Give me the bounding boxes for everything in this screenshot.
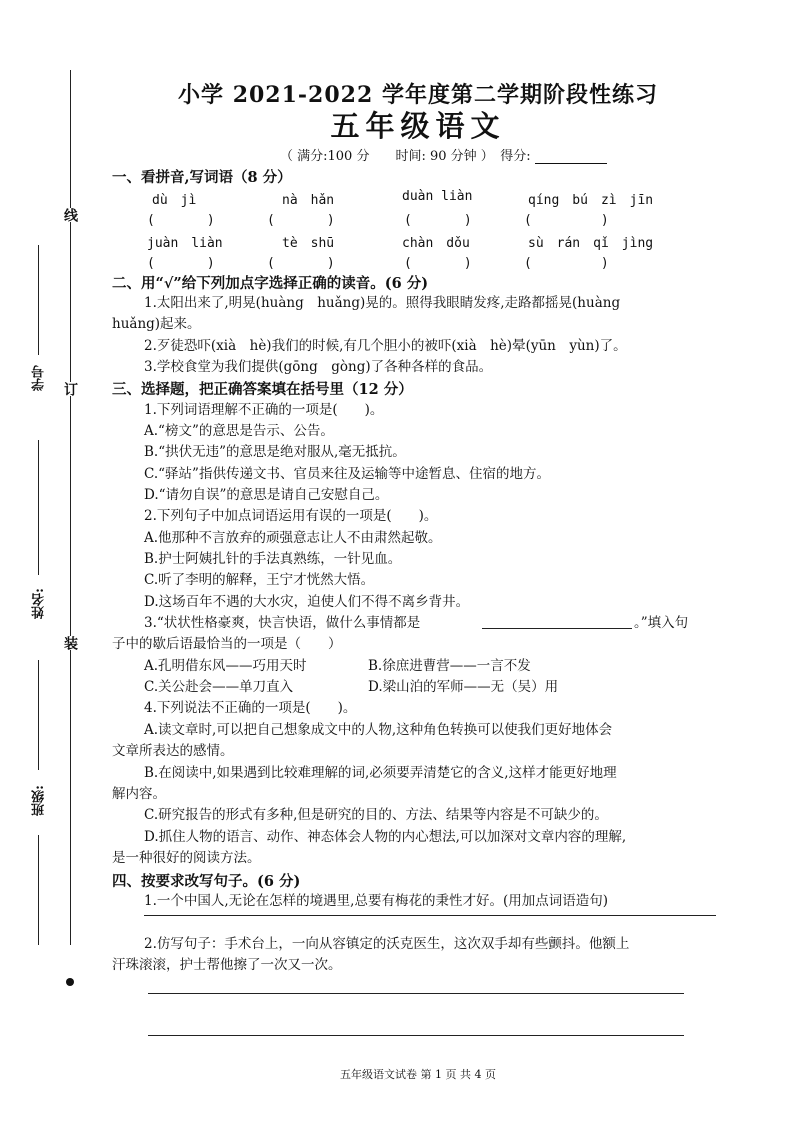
binding-mark-zhuang: 装 xyxy=(62,636,78,650)
pinyin-1: dù jì xyxy=(152,193,197,208)
name-line xyxy=(38,440,39,575)
exam-subtitle: 五年级语文 xyxy=(330,109,506,143)
s3-q3-option-a: A.孔明借东风——巧用天时 xyxy=(144,658,307,674)
pinyin-6: tè shū xyxy=(282,236,335,251)
student-id-label: 学号 xyxy=(32,365,47,391)
answer-box-3[interactable]: ( ) xyxy=(404,213,472,228)
section3-heading: 三、选择题，把正确答案填在括号里（12 分） xyxy=(112,381,413,398)
answer-box-7[interactable]: ( ) xyxy=(404,256,472,271)
s3-q3-option-d: D.梁山泊的军师——无（吴）用 xyxy=(368,679,559,695)
section1-heading: 一、看拼音,写词语（8 分） xyxy=(112,169,292,186)
s3-q4-option-c: C.研究报告的形式有多种,但是研究的目的、方法、结果等内容是不可缺少的。 xyxy=(144,807,608,823)
s3-q4-option-d-cont: 是一种很好的阅读方法。 xyxy=(112,850,261,866)
s3-q3-option-b: B.徐庶进曹营——一言不发 xyxy=(368,658,531,674)
s4-q1: 1.一个中国人,无论在怎样的境遇里,总要有梅花的秉性才好。(用加点词语造句) xyxy=(144,893,608,909)
answer-box-4[interactable]: ( ) xyxy=(524,213,613,228)
s3-q4-option-a: A.读文章时,可以把自己想象成文中的人物,这种角色转换可以使我们更好地体会 xyxy=(144,722,613,738)
pinyin-3: duàn liàn xyxy=(402,189,473,204)
s3-q1: 1.下列词语理解不正确的一项是( )。 xyxy=(144,402,384,418)
s3-q2-option-b: B.护士阿姨扎针的手法真熟练，一针见血。 xyxy=(144,551,402,567)
score-blank[interactable] xyxy=(535,149,607,164)
s4-q2-line2: 汗珠滚滚，护士帮他擦了一次又一次。 xyxy=(112,957,342,973)
answer-box-6[interactable]: ( ) xyxy=(267,256,335,271)
binding-line xyxy=(70,70,71,945)
s3-q2-option-c: C.听了李明的解释，王宁才恍然大悟。 xyxy=(144,572,375,588)
s2-line2: 2.歹徒恐吓(xià hè)我们的时候,有几个胆小的被吓(xià hè)晕(yūn yùn)了。 xyxy=(144,338,627,354)
s3-q4-option-d: D.抓住人物的语言、动作、神态体会人物的内心想法,可以加深对文章内容的理解, xyxy=(144,829,627,845)
answer-box-8[interactable]: ( ) xyxy=(524,256,613,271)
s3-q4-option-b: B.在阅读中,如果遇到比较难理解的词,必须要弄清楚它的含义,这样才能更好地理 xyxy=(144,765,617,781)
s3-q2-option-d: D.这场百年不遇的大水灾，迫使人们不得不离乡背井。 xyxy=(144,594,470,610)
pinyin-8: sù rán qǐ jìng xyxy=(528,236,654,251)
s3-q3-line2: 子中的歇后语最恰当的一项是（ ） xyxy=(112,636,342,652)
s2-line1-cont: huǎng)起来。 xyxy=(112,316,201,332)
exam-info xyxy=(280,145,607,164)
name-label: 姓名: xyxy=(32,588,47,619)
section2-heading: 二、用“√”给下列加点字选择正确的读音。(6 分) xyxy=(112,275,429,292)
answer-box-2[interactable]: ( ) xyxy=(267,213,335,228)
pinyin-5: juàn liàn xyxy=(147,236,223,251)
page-footer: 五年级语文试卷 第 1 页 共 4 页 xyxy=(340,1068,496,1081)
s4-q1-answer-line[interactable] xyxy=(144,915,716,916)
answer-box-5[interactable]: ( ) xyxy=(147,256,215,271)
s2-line1: 1.太阳出来了,明晃(huàng huǎng)晃的。照得我眼睛发疼,走路都摇晃(huàng xyxy=(144,295,621,311)
pinyin-4: qíng bú zì jīn xyxy=(528,193,654,208)
s4-q2-line1: 2.仿写句子：手术台上，一向从容镇定的沃克医生，这次双手却有些颤抖。他额上 xyxy=(144,936,630,952)
s3-q4-option-b-cont: 解内容。 xyxy=(112,786,166,802)
pinyin-2: nà hǎn xyxy=(282,193,335,208)
exam-title: 小学 2021-2022 学年度第二学期阶段性练习 xyxy=(178,82,658,108)
class-line xyxy=(38,660,39,770)
student-id-line xyxy=(38,245,39,355)
class-label: 班级: xyxy=(32,785,47,816)
s3-q1-option-d: D.“请勿自误”的意思是请自己安慰自己。 xyxy=(144,487,389,503)
s3-q2-option-a: A.他那种不言放弃的顽强意志让人不由肃然起敬。 xyxy=(144,530,442,546)
s3-q1-option-a: A.“榜文”的意思是告示、公告。 xyxy=(144,423,334,439)
s3-q3-option-c: C.关公赴会——单刀直入 xyxy=(144,679,294,695)
s3-q3-blank[interactable] xyxy=(482,628,632,629)
s3-q4-option-a-cont: 文章所表达的感情。 xyxy=(112,743,234,759)
s3-q1-option-c: C.“驿站”指供传递文书、官员来往及运输等中途暂息、住宿的地方。 xyxy=(144,466,550,482)
s3-q3-line1: 3.“状状性格豪爽，快言快语，做什么事情都是 xyxy=(144,615,421,631)
class-line-lower xyxy=(38,835,39,945)
binding-mark-ding: 订 xyxy=(62,382,78,396)
s3-q2: 2.下列句子中加点词语运用有误的一项是( )。 xyxy=(144,508,438,524)
s2-line3: 3.学校食堂为我们提供(gōng gòng)了各种各样的食品。 xyxy=(144,359,493,375)
exam-info-text: （ 满分:100 分 时间: 90 分钟 ） 得分: xyxy=(280,149,531,164)
s4-q2-answer-line-2[interactable] xyxy=(148,1035,684,1036)
binding-margin xyxy=(0,70,110,990)
s4-q2-answer-line-1[interactable] xyxy=(148,993,684,994)
pinyin-7: chàn dǒu xyxy=(402,236,470,251)
s3-q4: 4.下列说法不正确的一项是( )。 xyxy=(144,700,357,716)
s3-q1-option-b: B.“拱伏无违”的意思是绝对服从,毫无抵抗。 xyxy=(144,444,406,460)
section4-heading: 四、按要求改写句子。(6 分) xyxy=(112,873,301,890)
answer-box-1[interactable]: ( ) xyxy=(147,213,215,228)
s3-q3-line1-end: 。”填入句 xyxy=(634,615,689,631)
margin-dot xyxy=(66,978,74,986)
binding-mark-xian: 线 xyxy=(62,208,78,222)
